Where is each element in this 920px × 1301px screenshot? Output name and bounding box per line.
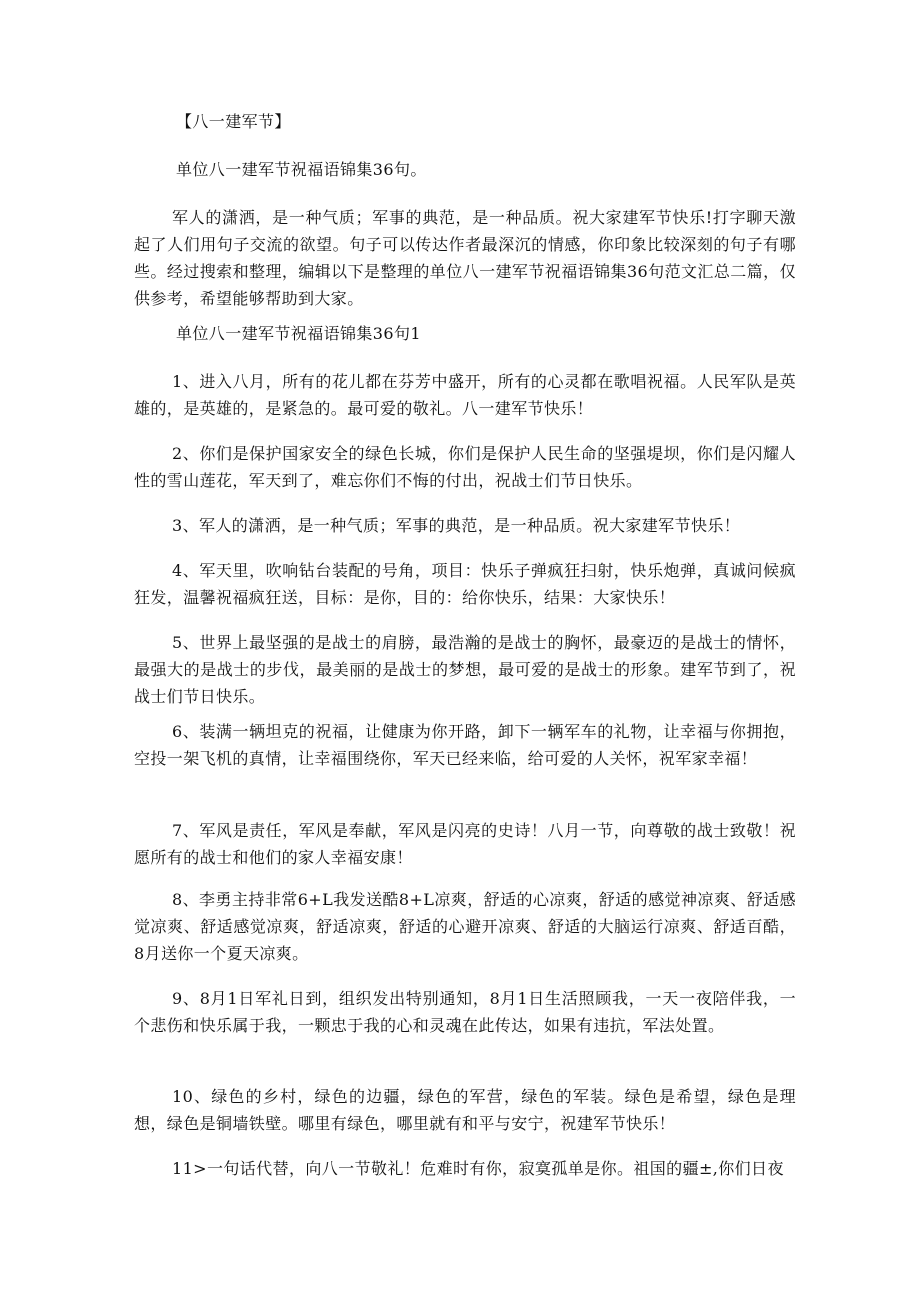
intro-paragraph: 军人的潇洒，是一种气质；军事的典范，是一种品质。祝大家建军节快乐!打字聊天激起了人们用句子交流的欲望。句子可以传达作者最深沉的情感，你印象比较深刻的句子有哪些。经过搜索和整理，编辑以下是整理的单位八一建军节祝福语锦集36句范文汇总二篇，仅供参考，希望能够帮助到大家。 — [134, 208, 796, 308]
list-item: 9、8月1日军礼日到，组织发出特别通知，8月1日生活照顾我，一天一夜陪伴我，一个悲伤和快乐属于我，一颗忠于我的心和灵魂在此传达，如果有违抗，军法处置。 — [134, 989, 796, 1035]
list-item: 8、李勇主持非常6+L我发送酷8+L凉爽，舒适的心凉爽，舒适的感觉神凉爽、舒适感觉凉爽、舒适感觉凉爽，舒适凉爽，舒适的心避开凉爽、舒适的大脑运行凉爽、舒适百酷，8月送你一个夏天凉爽。 — [134, 890, 796, 963]
list-item: 7、军风是责任，军风是奉献，军风是闪亮的史诗！八月一节，向尊敬的战士致敬！祝愿所有的战士和他们的家人幸福安康！ — [134, 821, 796, 867]
section-tag: 【八一建军节】 — [176, 112, 291, 131]
list-item: 4、军天里，吹响钻台装配的号角，项目：快乐子弹疯狂扫射，快乐炮弹，真诚问候疯狂发，温馨祝福疯狂送，目标：是你，目的：给你快乐，结果：大家快乐！ — [134, 561, 796, 607]
section-subtitle: 单位八一建军节祝福语锦集36句1 — [176, 324, 421, 343]
list-item: 6、装满一辆坦克的祝福，让健康为你开路，卸下一辆军车的礼物，让幸福与你拥抱，空投一架飞机的真情，让幸福围绕你，军天已经来临，给可爱的人关怀，祝军家幸福！ — [134, 722, 796, 768]
list-item: 2、你们是保护国家安全的绿色长城，你们是保护人民生命的坚强堤坝，你们是闪耀人性的雪山莲花，军天到了，难忘你们不悔的付出，祝战士们节日快乐。 — [134, 444, 796, 490]
list-item: 11>一句话代替，向八一节敬礼！危难时有你，寂寞孤单是你。祖国的疆±,你们日夜 — [172, 1159, 784, 1178]
document-title: 单位八一建军节祝福语锦集36句。 — [176, 160, 427, 179]
list-item: 1、进入八月，所有的花儿都在芬芳中盛开，所有的心灵都在歌唱祝福。人民军队是英雄的，是英雄的，是紧急的。最可爱的敬礼。八一建军节快乐！ — [134, 372, 796, 418]
list-item: 3、军人的潇洒，是一种气质；军事的典范，是一种品质。祝大家建军节快乐！ — [172, 516, 741, 535]
list-item: 5、世界上最坚强的是战士的肩膀，最浩瀚的是战士的胸怀，最豪迈的是战士的情怀，最强大的是战士的步伐，最美丽的是战士的梦想，最可爱的是战士的形象。建军节到了，祝战士们节日快乐。 — [134, 633, 796, 706]
list-item: 10、绿色的乡村，绿色的边疆，绿色的军营，绿色的军装。绿色是希望，绿色是理想，绿色是铜墙铁壁。哪里有绿色，哪里就有和平与安宁，祝建军节快乐！ — [134, 1087, 796, 1133]
